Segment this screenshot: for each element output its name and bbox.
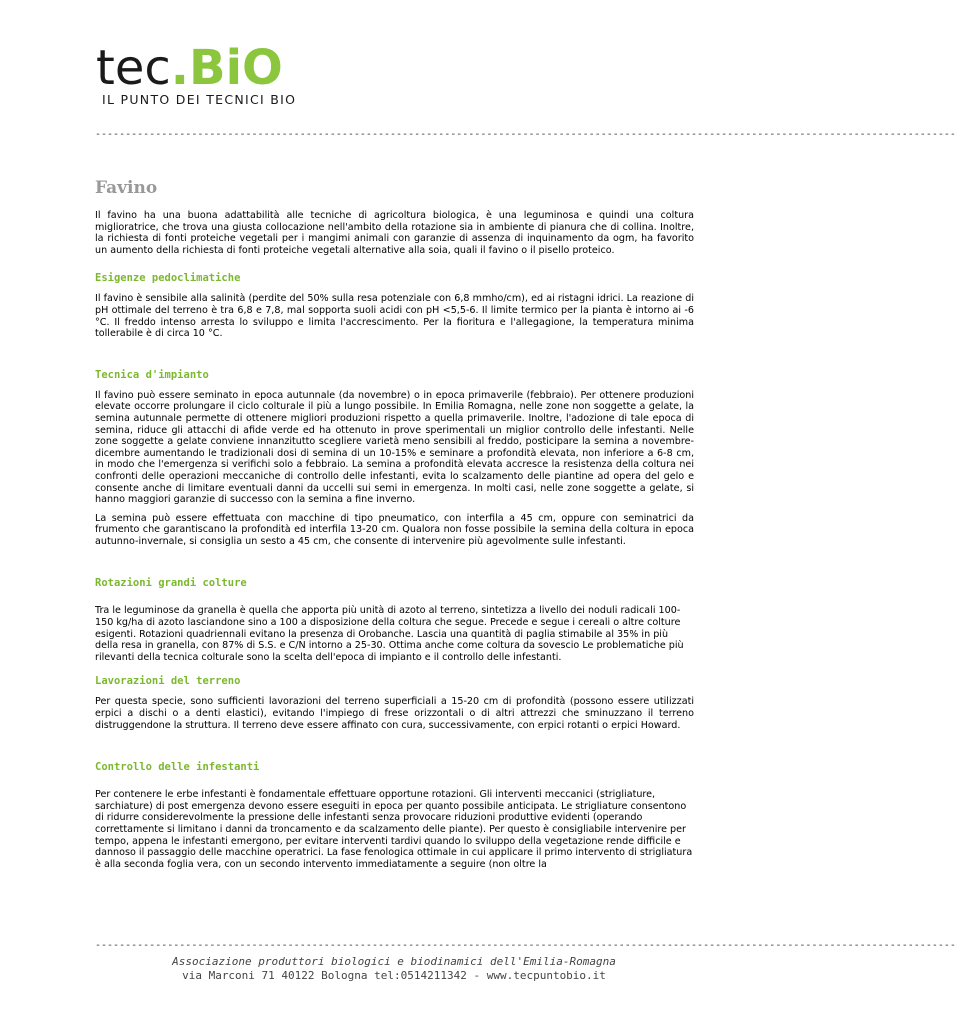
heading-rotazioni: Rotazioni grandi colture bbox=[95, 577, 247, 590]
logo-wordmark bbox=[96, 40, 346, 96]
lavorazioni-paragraph: Per questa specie, sono sufficienti lavorazioni del terreno superficiali a 15-20 cm di profondità (possono essere utilizzati erpici a dischi o a denti elastici), evitando l'impiego di frese orizzontali o di altri attrezzi che sminuzzano il terreno distruggendone la struttura. Il terreno deve essere affinato con cura, successivamente, con erpici rotanti o erpici Howard. bbox=[95, 696, 694, 731]
page-title: Favino bbox=[95, 178, 158, 198]
heading-controllo: Controllo delle infestanti bbox=[95, 761, 260, 774]
rotazioni-paragraph: Tra le leguminose da granella è quella che apporta più unità di azoto al terreno, sintetizza a livello dei noduli radicali 100-150 kg/ha di azoto lasciandone sino a 100 a disposizione della coltura che segue. Precede e segue i cereali o altre colture esigenti. Rotazioni quadriennali evitano la presenza di Orobanche. Lascia una quantità di paglia stimabile al 35% in più della resa in granella, con 87% di S.S. e C/N intorno a 25-30. Ottima anche come coltura da sovescio Le problematiche più rilevanti della tecnica colturale sono la scelta dell'epoca di impianto e il controllo delle infestanti. bbox=[95, 605, 684, 663]
top-divider: ----------------------------------------------------------------------------------------------------------------------------------------------- bbox=[95, 129, 956, 140]
logo-dot: . bbox=[170, 40, 189, 96]
logo-bio: BiO bbox=[188, 40, 283, 96]
heading-tecnica: Tecnica d'impianto bbox=[95, 368, 209, 381]
document-body bbox=[95, 178, 694, 870]
footer-association: Associazione produttori biologici e biodinamici dell'Emilia-Romagna bbox=[172, 955, 616, 968]
logo-tagline: IL PUNTO DEI TECNICI BIO bbox=[102, 92, 297, 107]
logo-tec: tec bbox=[96, 40, 171, 96]
page-footer bbox=[95, 955, 693, 983]
footer-address: via Marconi 71 40122 Bologna tel:0514211342 - www.tecpuntobio.it bbox=[182, 969, 606, 982]
tecnica-paragraph-1: Il favino può essere seminato in epoca autunnale (da novembre) o in epoca primaverile (febbraio). Per ottenere produzioni elevate occorre prolungare il ciclo colturale il più a lungo possibile. In Emilia Romagna, nelle zone non soggette a gelate, la semina autunnale permette di ottenere migliori produzioni rispetto a quella primaverile. Inoltre, l'adozione di tale epoca di semina, riduce gli attacchi di afide verde ed ha ottenuto in prove sperimentali un miglior controllo delle infestanti. Nelle zone soggette a gelate conviene innanzitutto scegliere varietà meno sensibili al freddo, posticipare la semina a novembre-dicembre aumentando le tradizionali dosi di semina di un 10-15% e seminare a profondità elevata, non inferiore a 6-8 cm, in modo che l'emergenza si verifichi solo a febbraio. La semina a profondità elevata accresce la resistenza della coltura nei confronti delle operazioni meccaniche di controllo delle infestanti, evita lo scalzamento delle piantine ad opera del gelo e consente anche di limitare eventuali danni da uccelli sui semi in emergenza. In molti casi, nelle zone soggette a gelate, si hanno maggiori garanzie di successo con la semina a fine inverno. bbox=[95, 389, 694, 506]
tecnica-paragraph-2: La semina può essere effettuata con macchine di tipo pneumatico, con interfila a 45 cm, oppure con seminatrici da frumento che garantiscano la profondità ed interfila 13-20 cm. Qualora non fosse possibile la semina della coltura in epoca autunno-invernale, si consiglia un sesto a 45 cm, che consente di intervenire più agevolmente sulle infestanti. bbox=[95, 512, 694, 547]
bottom-divider: ----------------------------------------------------------------------------------------------------------------------------------------------- bbox=[95, 940, 956, 951]
intro-paragraph: Il favino ha una buona adattabilità alle tecniche di agricoltura biologica, è una leguminosa e quindi una coltura miglioratrice, che trova una giusta collocazione nell'ambito della rotazione sia in ambiente di pianura che di collina. Inoltre, la richiesta di fonti proteiche vegetali per i mangimi animali con garanzie di assenza di inquinamento da ogm, ha favorito un aumento della richiesta di fonti proteiche vegetali alternative alla soia, quali il favino o il pisello proteico. bbox=[95, 210, 694, 256]
esigenze-paragraph: Il favino è sensibile alla salinità (perdite del 50% sulla resa potenziale con 6,8 mmho/cm), ed ai ristagni idrici. La reazione di pH ottimale del terreno è tra 6,8 e 7,8, mal sopporta suoli acidi con pH <5,5-6. Il limite termico per la pianta è intorno ai -6 °C. Il freddo intenso arresta lo sviluppo e limita l'accrescimento. Per la fioritura e l'allegagione, la temperatura minima tollerabile è di circa 10 °C. bbox=[95, 293, 694, 340]
controllo-paragraph: Per contenere le erbe infestanti è fondamentale effettuare opportune rotazioni. Gli interventi meccanici (strigliature, sarchiature) di post emergenza devono essere eseguiti in epoca per quanto possibile anticipata. Le strigliature consentono di ridurre considerevolmente la pressione delle infestanti senza provocare riduzioni produttive evidenti (operando correttamente si limitano i danni da troncamento e da scalzamento delle piante). Per questo è consigliabile intervenire per tempo, appena le infestanti emergono, per evitare interventi tardivi quando lo sviluppo della vegetazione rende difficile e dannoso il passaggio delle macchine operatrici. La fase fenologica ottimale in cui applicare il primo intervento di strigliatura è alla seconda foglia vera, con un secondo intervento immediatamente a seguire (non oltre la bbox=[95, 789, 693, 870]
heading-lavorazioni: Lavorazioni del terreno bbox=[95, 675, 241, 688]
heading-esigenze: Esigenze pedoclimatiche bbox=[95, 272, 241, 285]
tecbio-logo bbox=[96, 40, 346, 108]
